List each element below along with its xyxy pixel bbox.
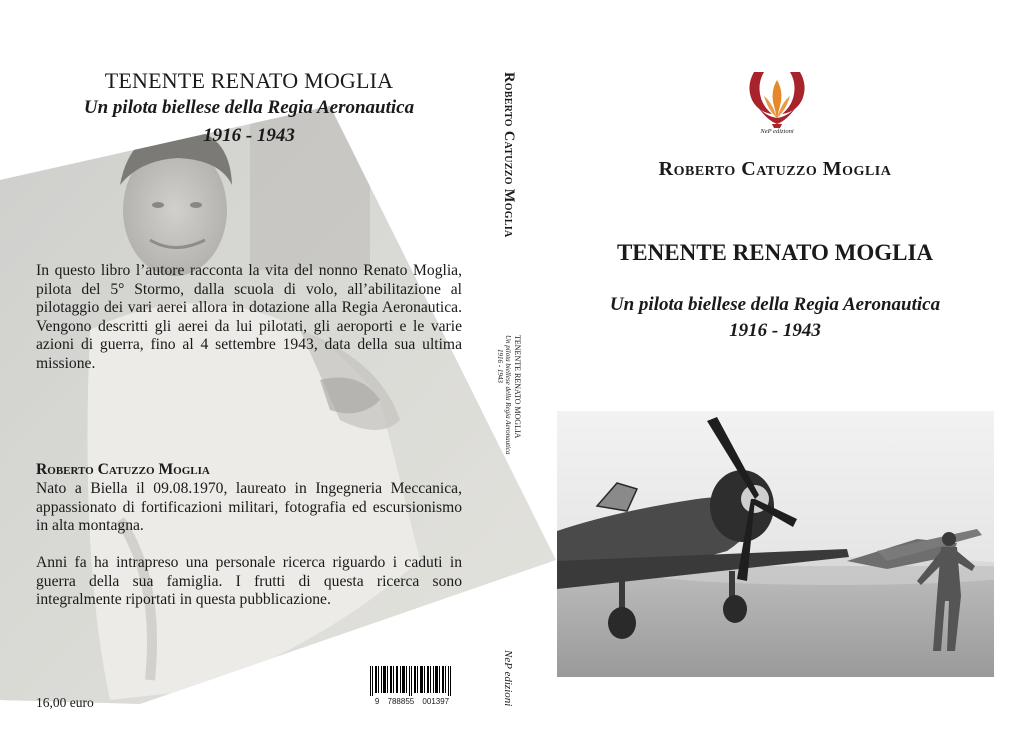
author-bio-paragraph: Anni fa ha intrapreso una personale ricerca riguardo i caduti in guerra della sua famiglia. I frutti di questa ricerca sono integralmente riportati in questa pubblicazione. bbox=[36, 554, 462, 609]
spine-title-block bbox=[495, 335, 525, 535]
author-bio-heading: Roberto Catuzzo Moglia bbox=[36, 461, 210, 478]
front-cover-subtitle: Un pilota biellese della Regia Aeronautica bbox=[609, 294, 941, 315]
back-cover-subtitle: Un pilota biellese della Regia Aeronautica bbox=[83, 97, 415, 118]
spine-author: Roberto Catuzzo Moglia bbox=[501, 72, 517, 238]
back-cover-years: 1916 - 1943 bbox=[203, 125, 295, 146]
spine-publisher: NeP edizioni bbox=[502, 650, 514, 707]
front-cover-title: TENENTE RENATO MOGLIA bbox=[616, 240, 934, 265]
front-cover-years: 1916 - 1943 bbox=[729, 320, 821, 341]
spine-title: TENENTE RENATO MOGLIA bbox=[513, 335, 522, 439]
author-bio-paragraph: Nato a Biella il 09.08.1970, laureato in Ingegneria Meccanica, appassionato di fortificazioni militari, fotografia ed escursionismo in alta montagna. bbox=[36, 480, 462, 535]
price-label: 16,00 euro bbox=[36, 695, 94, 710]
barcode-bars-icon bbox=[370, 666, 454, 696]
barcode-number: 9 788855 001397 bbox=[374, 697, 450, 706]
spine-subtitle: Un pilota biellese della Regia Aeronautica bbox=[504, 335, 512, 455]
publisher-logo-caption: NeP edizioni bbox=[760, 128, 794, 135]
back-cover-blurb: In questo libro l’autore racconta la vita del nonno Renato Moglia, pilota del 5° Stormo, dalla scuola di volo, all’abilitazione al pilotaggio dei vari aerei allora in dotazione alla Regia Aeronautica. Vengono descritti gli aerei da lui pilotati, gli aeroporti e le varie azioni di guerra, fino al 4 settembre 1943, data della sua ultima missione. bbox=[36, 262, 462, 372]
isbn-barcode bbox=[364, 663, 460, 709]
front-cover-author: Roberto Catuzzo Moglia bbox=[658, 158, 892, 180]
spine-years: 1916 - 1943 bbox=[496, 349, 504, 383]
back-cover-title: TENENTE RENATO MOGLIA bbox=[104, 68, 394, 93]
front-cover-airplane-photo bbox=[557, 411, 994, 677]
